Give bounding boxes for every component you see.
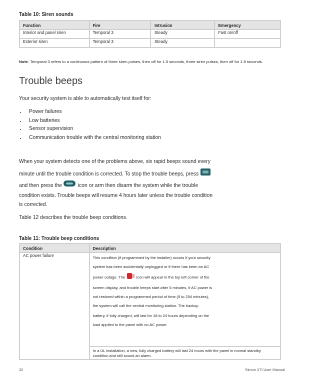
paragraph-text: icon or arm then disarm the system while the trouble	[77, 183, 199, 190]
ac-power-fail-icon	[126, 272, 135, 283]
table11-caption: Table 11: Trouble beep conditions	[19, 236, 100, 242]
table-cell: Steady	[151, 30, 215, 39]
table-header-row	[20, 21, 281, 30]
table-row	[20, 39, 281, 48]
table-cell: AC power failure	[20, 253, 90, 360]
description-line: the system will call the central monitoring station. The backup	[92, 303, 199, 309]
table-cell: Temporal 3	[89, 39, 151, 48]
paragraph-line: When your system detects one of the problems above, six rapid beeps sound every	[19, 159, 211, 165]
description-text: icon will appear in the top left corner of the	[136, 274, 210, 280]
test-list	[19, 108, 161, 142]
description-line: system has been accidentally unplugged or if there has been an AC	[92, 264, 210, 270]
table-header-cell: Emergency	[215, 21, 281, 30]
list-item: • Power failures	[29, 108, 161, 117]
paragraph-text: minute until the trouble condition is corrected. To stop the trouble beeps, press	[19, 171, 199, 178]
description-line: This condition (if programmed by the installer) occurs if your security	[92, 255, 211, 260]
note-text: : Temporal 3 refers to a continuous pattern of three siren pulses, then off for 1.5 seconds, three siren pulses, then off for 1.5 seconds.	[27, 59, 263, 64]
table-cell: In a UL installation, a new, fully charged battery will last 24 hours with the panel in normal standby condition and still sound an alarm.	[89, 347, 280, 360]
table-cell: Interior and panel siren	[20, 30, 90, 39]
paragraph-line: condition exists. Trouble beeps will resume 4 hours later unless the trouble condition	[19, 192, 213, 199]
table-header-row	[20, 244, 281, 253]
table-row	[20, 30, 281, 39]
description-line: screen display, and trouble beeps start after 5 minutes, if AC power is	[92, 284, 213, 290]
description-line	[93, 272, 277, 283]
note-label: Note	[19, 59, 28, 64]
paragraph-line	[19, 168, 285, 181]
paragraph-line: is corrected.	[19, 202, 48, 209]
table-row	[20, 253, 281, 347]
description-line: battery, if fully charged, will last for 18 to 24 hours depending on the	[92, 312, 210, 318]
intro-text: Your security system is able to automatically test itself for:	[19, 96, 152, 102]
page-number: 32	[19, 368, 24, 372]
list-item: • Sensor supervision	[29, 125, 161, 134]
paragraph-text: and then press the	[19, 183, 62, 190]
table-cell: Exterior siren	[20, 39, 90, 48]
trouble-paragraph	[19, 158, 285, 211]
table-cell	[89, 253, 280, 347]
table-reference: Table 12 describes the trouble beep conditions.	[19, 215, 128, 221]
paragraph-line	[19, 180, 285, 192]
ok-button-icon	[63, 180, 76, 192]
trouble-beep-table	[19, 243, 281, 360]
table-cell	[215, 39, 281, 48]
table10-caption: Table 10: Siren sounds	[19, 12, 74, 18]
description-line: not restored within a programmed period of time (5 to 254 minutes),	[92, 294, 210, 300]
list-item: • Low batteries	[29, 117, 161, 126]
table-cell: Temporal 3	[89, 30, 151, 39]
list-item: • Communication trouble with the central monitoring station	[29, 134, 161, 143]
table-note	[19, 59, 281, 65]
section-heading: Trouble beeps	[19, 76, 83, 87]
table-header-cell: Fire	[89, 21, 151, 30]
description-text: power outage. The	[92, 274, 126, 280]
table-cell: Fast on/off	[215, 30, 281, 39]
table-header-cell: Function	[20, 21, 90, 30]
table-header-cell: Description	[89, 244, 280, 253]
page-footer	[19, 368, 285, 372]
table-cell: Steady	[151, 39, 215, 48]
table-header-cell: Intrusion	[151, 21, 215, 30]
description-line: load applied to the panel with no AC power.	[92, 322, 168, 328]
table-header-cell: Condition	[20, 244, 90, 253]
manual-title: Simon XTi User Manual	[245, 368, 285, 372]
siren-sounds-table	[19, 20, 281, 48]
status-button-icon	[200, 168, 211, 181]
